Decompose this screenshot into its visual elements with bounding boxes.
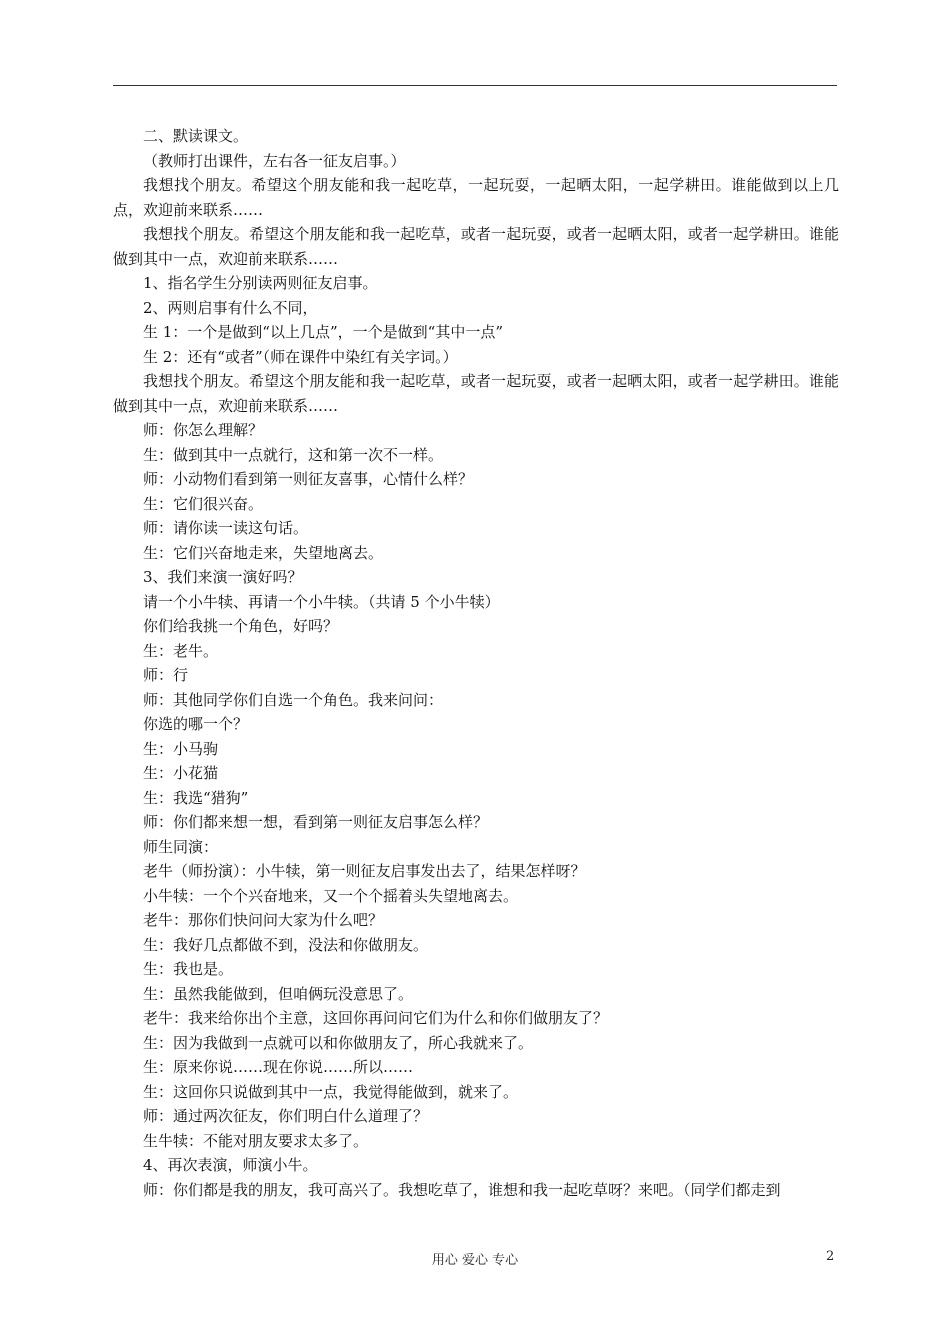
paragraph: 老牛：我来给你出个主意，这回你再问问它们为什么和你们做朋友了？ [143, 1009, 609, 1027]
paragraph: 二、默读课文。 [143, 127, 249, 145]
paragraph: 1、指名学生分别读两则征友启事。 [143, 274, 378, 292]
paragraph: 师：请你读一读这句话。 [143, 519, 309, 537]
paragraph: 师：行 [143, 666, 189, 684]
paragraph: 师：小动物们看到第一则征友喜事，心情什么样？ [143, 470, 474, 488]
paragraph: 生：我好几点都做不到，没法和你做朋友。 [143, 935, 429, 954]
paragraph: 小牛犊：一个个兴奋地来，又一个个摇着头失望地离去。 [143, 886, 519, 905]
paragraph: 你们给我挑一个角色，好吗？ [143, 617, 339, 635]
paragraph: 师生同演： [143, 837, 219, 856]
paragraph: 生：老牛。 [143, 641, 219, 660]
paragraph: 师：你们都来想一想，看到第一则征友启事怎么样？ [143, 813, 489, 831]
paragraph: 请一个小牛犊、再请一个小牛犊。（共请 5 个小牛犊） [143, 592, 500, 611]
paragraph: 生 1：一个是做到“以上几点”，一个是做到“其中一点” [143, 323, 503, 341]
paragraph: 我想找个朋友。希望这个朋友能和我一起吃草，一起玩耍，一起晒太阳，一起学耕田。谁能做到以上几点，欢迎前来联系…… [113, 176, 839, 219]
paragraph: 生：原来你说……现在你说……所以…… [143, 1058, 414, 1076]
paragraph: 生：这回你只说做到其中一点，我觉得能做到，就来了。 [143, 1082, 519, 1101]
paragraph: 生 2：还有“或者”（师在课件中染红有关字词。） [143, 347, 458, 366]
paragraph: 生：虽然我能做到，但咱俩玩没意思了。 [143, 984, 414, 1003]
paragraph: 生：它们兴奋地走来，失望地离去。 [143, 543, 384, 562]
paragraph: 生：做到其中一点就行，这和第一次不一样。 [143, 445, 444, 464]
paragraph: 4、再次表演，师演小牛。 [143, 1156, 318, 1174]
paragraph: 师：你们都是我的朋友，我可高兴了。我想吃草了，谁想和我一起吃草呀？来吧。（同学们都走到 [143, 1180, 781, 1199]
paragraph: 老牛（师扮演）：小牛犊，第一则征友启事发出去了，结果怎样呀？ [143, 862, 586, 880]
paragraph: 你选的哪一个？ [143, 715, 249, 733]
paragraph: 2、两则启事有什么不同， [143, 298, 318, 317]
paragraph: 生：小马驹 [143, 739, 219, 758]
paragraph: 生：我选“猎狗” [143, 788, 249, 807]
paragraph: 师：你怎么理解？ [143, 421, 264, 439]
paragraph: 我想找个朋友。希望这个朋友能和我一起吃草，或者一起玩耍，或者一起晒太阳，或者一起学耕田。谁能做到其中一点，欢迎前来联系…… [113, 372, 839, 415]
paragraph: 师：其他同学你们自选一个角色。我来问问： [143, 690, 444, 709]
paragraph: 我想找个朋友。希望这个朋友能和我一起吃草，或者一起玩耍，或者一起晒太阳，或者一起学耕田。谁能做到其中一点，欢迎前来联系…… [113, 225, 839, 268]
paragraph: 3、我们来演一演好吗？ [143, 568, 303, 586]
paragraph: 生牛犊：不能对朋友要求太多了。 [143, 1131, 369, 1150]
paragraph: 生：我也是。 [143, 960, 234, 978]
paragraph: 老牛：那你们快问问大家为什么吧？ [143, 911, 384, 929]
paragraph: 师：通过两次征友，你们明白什么道理了？ [143, 1107, 429, 1125]
page-number: 2 [826, 1249, 835, 1264]
header-rule [113, 85, 837, 86]
paragraph: 生：小花猫 [143, 764, 219, 782]
paragraph: 生：它们很兴奋。 [143, 494, 264, 513]
document-body [113, 124, 839, 1202]
footer-motto: 用心 爱心 专心 [431, 1253, 519, 1268]
paragraph: 生：因为我做到一点就可以和你做朋友了，所心我就来了。 [143, 1033, 534, 1052]
paragraph: （教师打出课件，左右各一征友启事。） [143, 151, 406, 170]
